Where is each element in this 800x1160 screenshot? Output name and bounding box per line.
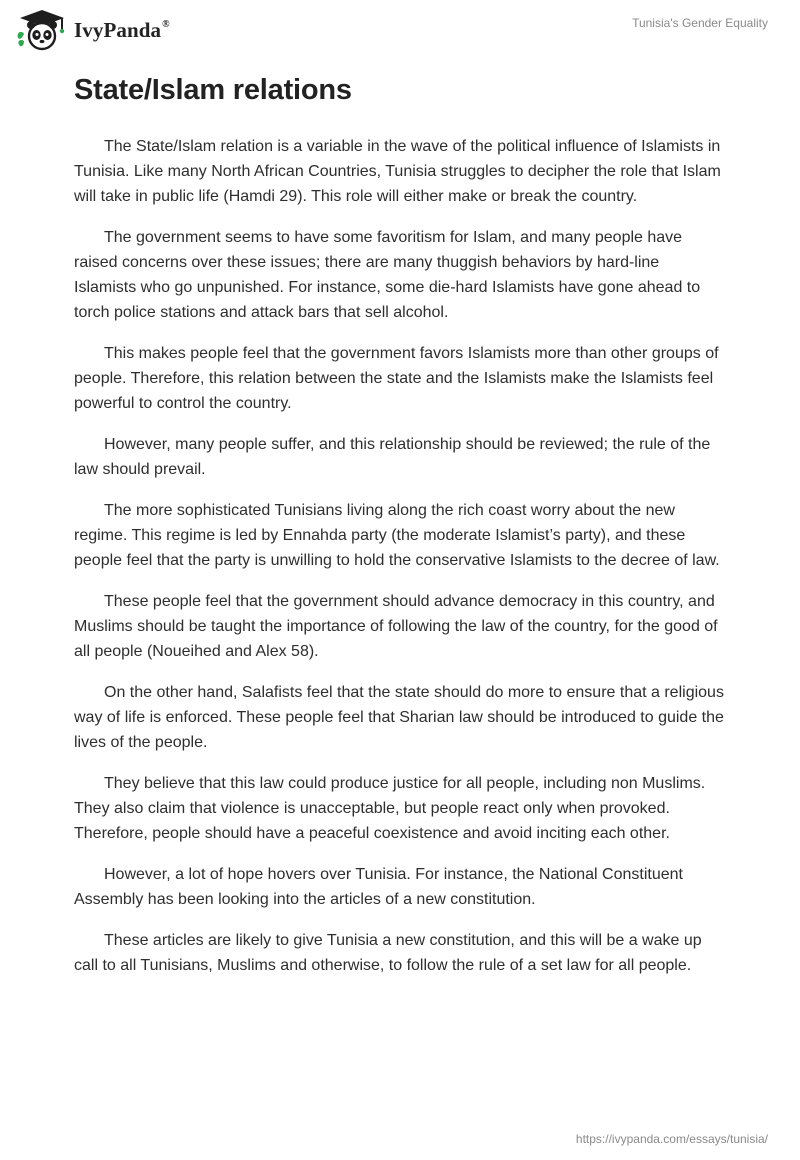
brand-logo[interactable] [14,8,170,52]
source-url[interactable]: https://ivypanda.com/essays/tunisia/ [575,1132,768,1146]
running-title: Tunisia's Gender Equality [632,16,768,30]
paragraph: This makes people feel that the government favors Islamists more than other groups of people. Therefore, this relation between the state and the Islamists make the Islamists feel powerful to control the country. [74,345,719,412]
paragraph: They believe that this law could produce justice for all people, including non Muslims. They also claim that violence is unacceptable, but people react only when provoked. Therefore, people should have a peaceful coexistence and avoid inciting each other. [74,775,706,842]
paragraph: The more sophisticated Tunisians living along the rich coast worry about the new regime. This regime is led by Ennahda party (the moderate Islamist’s party), and these people feel that the party is unwilling to hold the conservative Islamists to the decree of law. [74,502,720,569]
paragraph: The State/Islam relation is a variable in the wave of the political influence of Islamists in Tunisia. Like many North African Countries, Tunisia struggles to decipher the role that Islam will take in public life (Hamdi 29). This role will either make or break the country. [74,138,721,205]
paragraph: However, many people suffer, and this relationship should be reviewed; the rule of the law should prevail. [74,436,711,478]
article-title: State/Islam relations [74,74,352,106]
paragraph: These articles are likely to give Tunisia a new constitution, and this will be a wake up call to all Tunisians, Muslims and otherwise, to follow the rule of a set law for all people. [74,932,702,974]
paragraph: These people feel that the government should advance democracy in this country, and Muslims should be taught the importance of following the law of the country, for the good of all people (Noueihed and Alex 58). [74,593,718,660]
brand-name: IvyPanda® [74,17,170,42]
panda-graduate-icon [14,8,70,52]
paragraph: However, a lot of hope hovers over Tunisia. For instance, the National Constituent Assembly has been looking into the articles of a new constitution. [74,866,683,908]
paragraph: The government seems to have some favoritism for Islam, and many people have raised concerns over these issues; there are many thuggish behaviors by hard-line Islamists who go unpunished. For instance, some die-hard Islamists have gone ahead to torch police stations and attack bars that sell alcohol. [74,229,701,321]
paragraph: On the other hand, Salafists feel that the state should do more to ensure that a religious way of life is enforced. These people feel that Sharian law should be introduced to guide the lives of the people. [74,684,724,751]
article-body [74,134,724,994]
